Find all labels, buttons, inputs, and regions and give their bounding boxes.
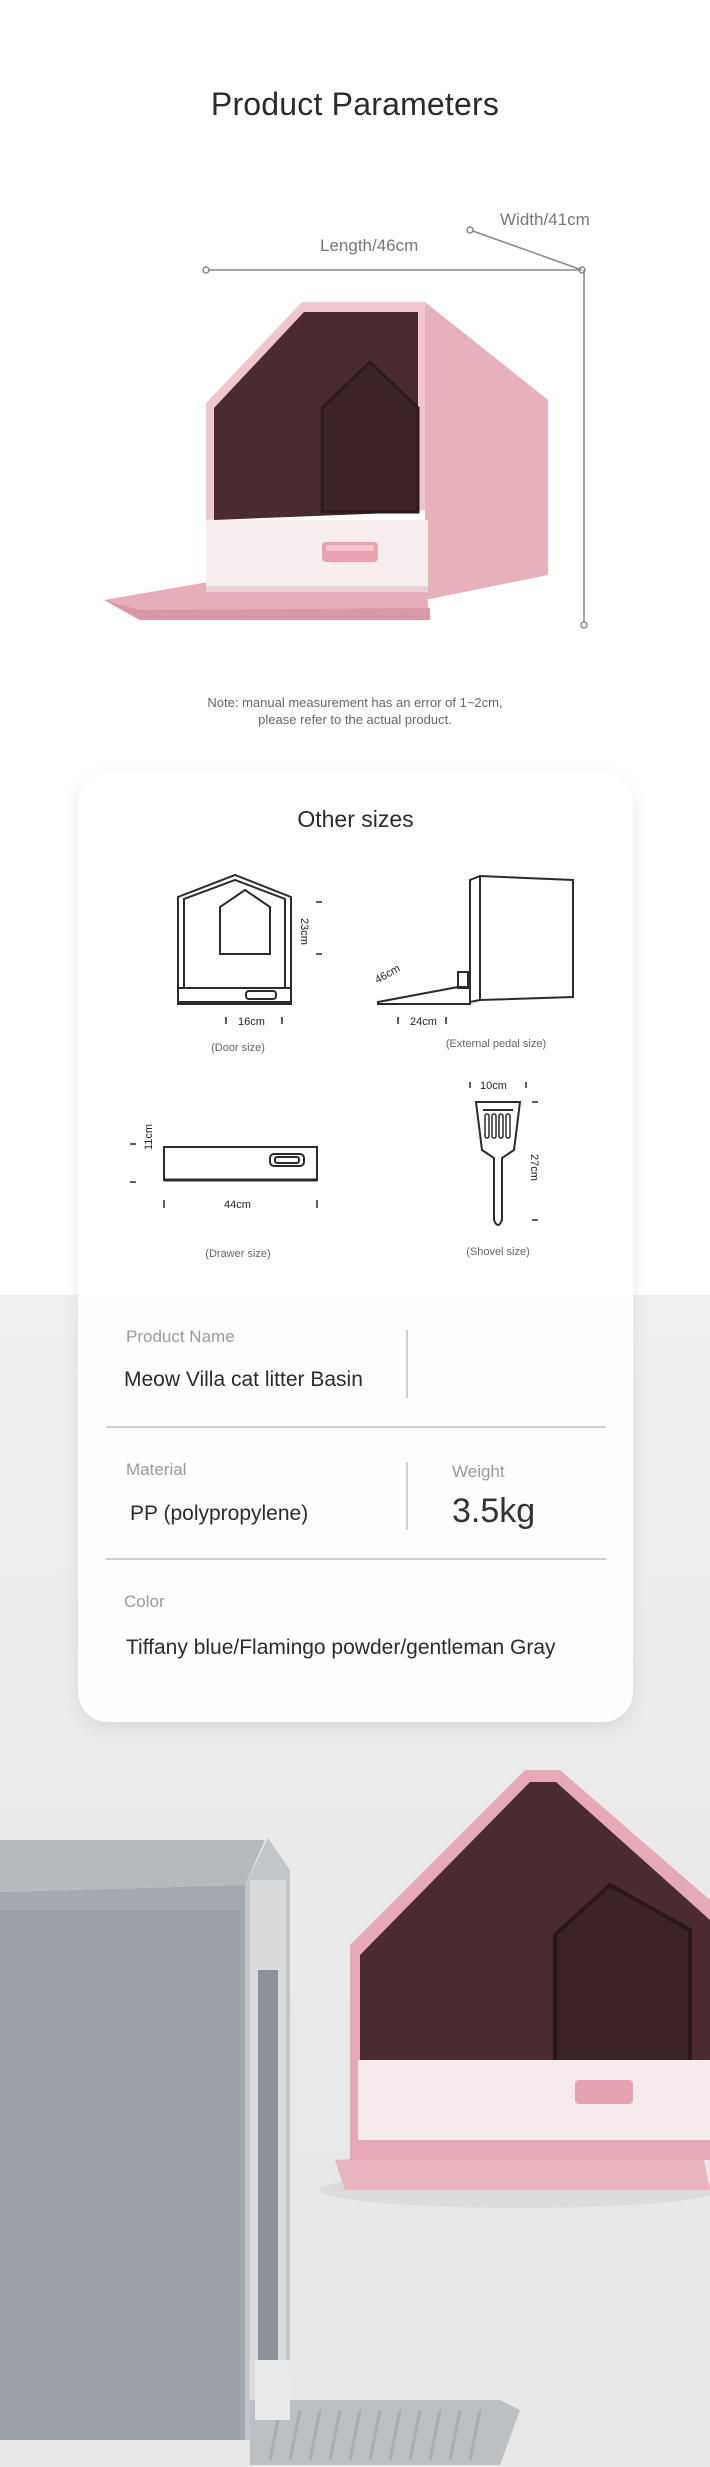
- door-size-diagram: [178, 875, 291, 1004]
- pedal-size-caption: (External pedal size): [445, 1038, 547, 1050]
- param-divider-2: [106, 1558, 606, 1560]
- weight-value: 3.5kg: [452, 1492, 536, 1530]
- material-label: Material: [126, 1460, 187, 1479]
- door-width-label: 16cm: [238, 1016, 265, 1028]
- drawer-width-label: 44cm: [224, 1199, 251, 1211]
- product-hero-illustration: [0, 190, 710, 650]
- page-title: Product Parameters: [210, 86, 500, 122]
- other-sizes-title: Other sizes: [297, 806, 414, 832]
- product-photo-illustration: [0, 1720, 710, 2467]
- note-line-1: Note: manual measurement has an error of 1~2cm,: [207, 695, 503, 710]
- param-divider-1: [106, 1426, 606, 1428]
- drawer-height-label: 11cm: [143, 1123, 155, 1150]
- shovel-width-label: 10cm: [480, 1080, 507, 1092]
- drawer-size-caption: (Drawer size): [205, 1248, 271, 1260]
- row1-separator: [406, 1330, 408, 1398]
- door-height-label: 23cm: [298, 918, 310, 945]
- pedal-diagonal-label: 46cm: [373, 962, 403, 987]
- color-label: Color: [124, 1592, 165, 1611]
- product-name-value: Meow Villa cat litter Basin: [124, 1368, 363, 1391]
- color-value: Tiffany blue/Flamingo powder/gentleman Gray: [126, 1636, 556, 1659]
- shovel-height-label: 27cm: [528, 1154, 540, 1181]
- door-size-caption: (Door size): [211, 1042, 265, 1054]
- note-line-2: please refer to the actual product.: [258, 712, 452, 727]
- drawer-size-diagram: [164, 1147, 317, 1180]
- weight-label: Weight: [452, 1462, 505, 1481]
- pedal-size-diagrams: [378, 876, 573, 1004]
- material-value: PP (polypropylene): [130, 1502, 309, 1525]
- specification-card: [78, 772, 633, 1722]
- other-sizes-diagrams: [78, 772, 633, 1292]
- shovel-size-caption: (Shovel size): [466, 1246, 530, 1258]
- pedal-width-label: 24cm: [410, 1016, 437, 1028]
- width-dimension-label: Width/41cm: [500, 210, 590, 229]
- shovel-size-diagram: [476, 1102, 520, 1225]
- product-name-label: Product Name: [126, 1327, 235, 1346]
- row2-separator: [406, 1462, 408, 1530]
- measurement-note: [0, 694, 710, 728]
- length-dimension-label: Length/46cm: [320, 236, 419, 255]
